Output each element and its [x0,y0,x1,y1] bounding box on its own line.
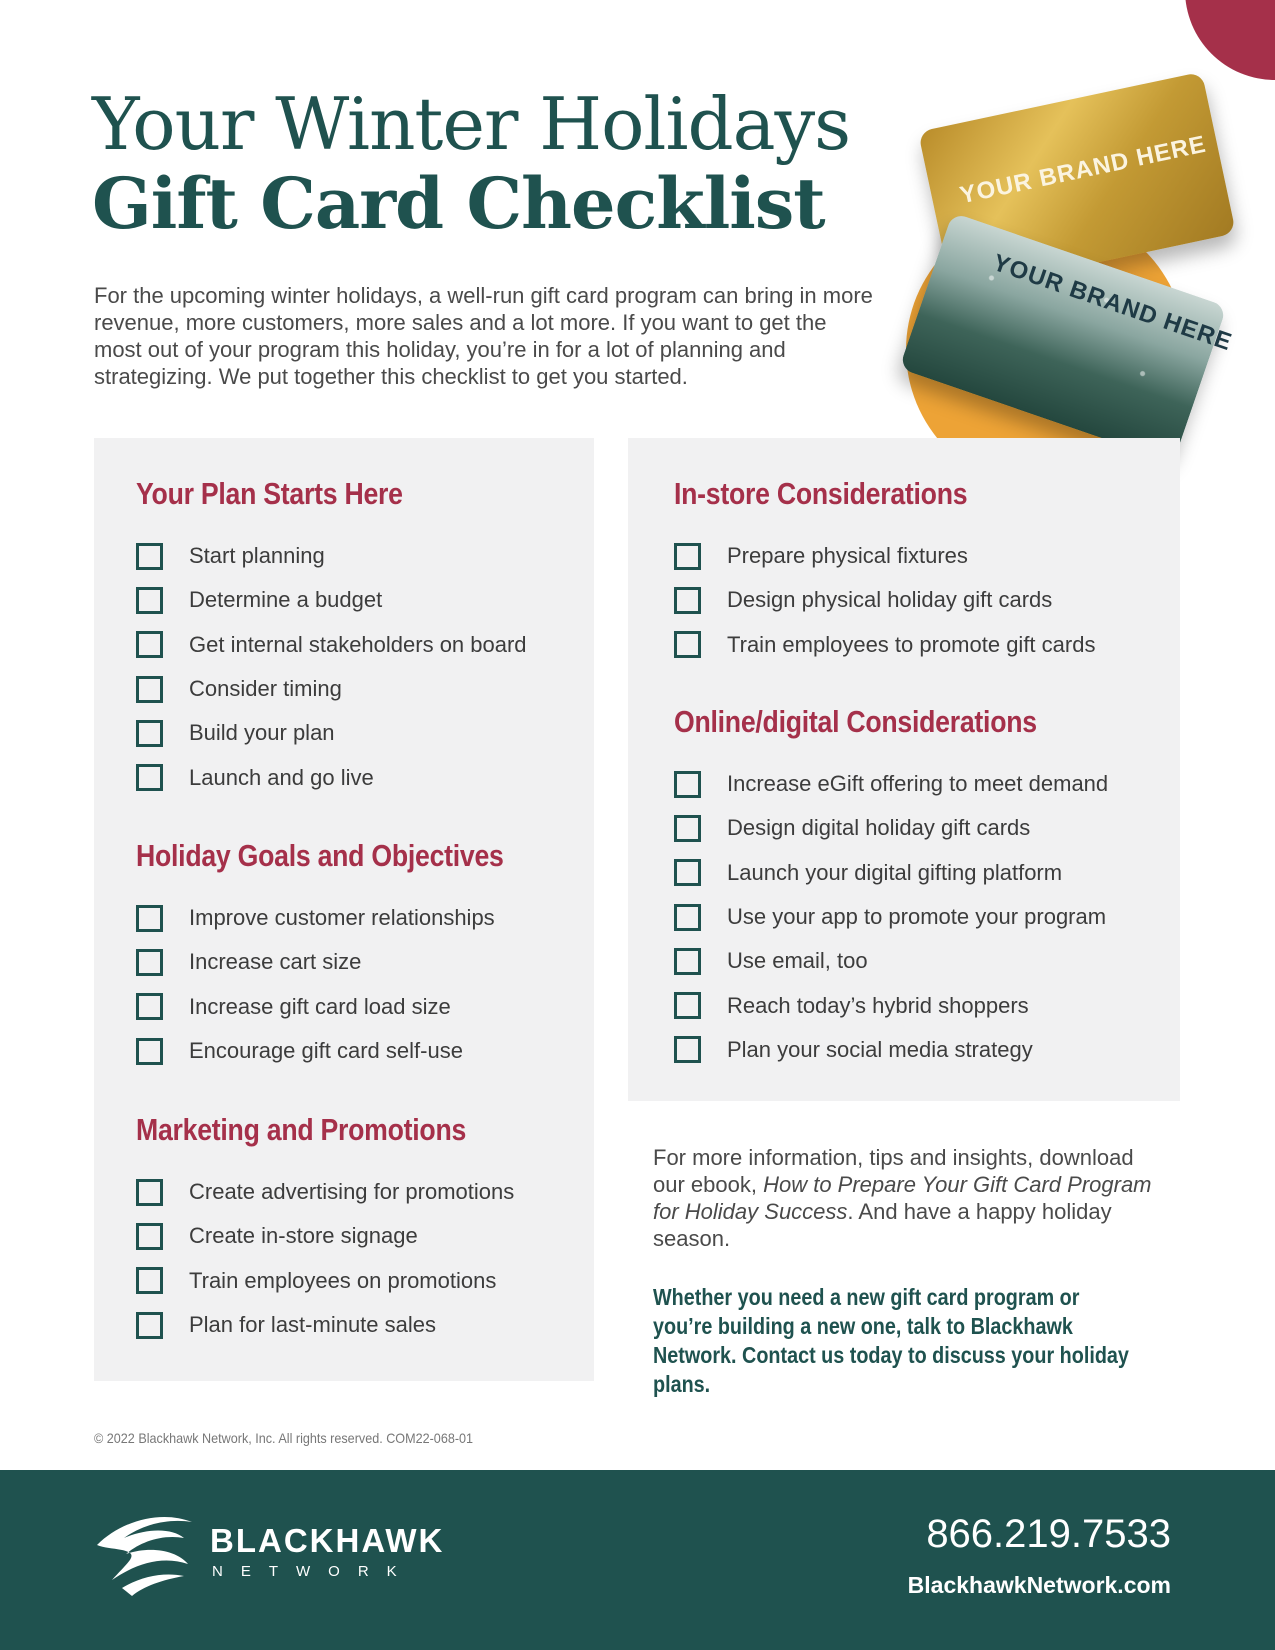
marketing-checklist [136,1170,514,1347]
checklist-item-label: Design physical holiday gift cards [727,587,1053,613]
checkbox[interactable] [136,949,163,976]
checkbox[interactable] [136,764,163,791]
checkbox[interactable] [136,1223,163,1250]
checklist-item [674,762,1108,806]
checklist-item [674,578,1095,622]
checkbox[interactable] [136,587,163,614]
checkbox[interactable] [136,676,163,703]
checkbox[interactable] [136,993,163,1020]
checklist-item-label: Start planning [189,543,325,569]
checklist-item-label: Train employees to promote gift cards [727,631,1096,657]
checklist-item [674,623,1095,667]
gift-card-illustration [900,60,1260,500]
checkbox[interactable] [674,771,701,798]
checkbox[interactable] [136,720,163,747]
checklist-item [674,939,1108,983]
ebook-title: How to Prepare Your Gift Card Program for Holiday Success [653,1172,1152,1224]
logo-subtitle: NETWORK [212,1563,415,1580]
checklist-item-label: Plan for last-minute sales [189,1312,436,1338]
phone-number[interactable]: 866.219.7533 [926,1512,1171,1556]
checklist-item-label: Create advertising for promotions [189,1179,515,1205]
checklist-item [136,1259,514,1303]
checklist-item [136,578,527,622]
checkbox[interactable] [136,543,163,570]
checkbox[interactable] [674,587,701,614]
footer-bar [0,1470,1275,1650]
checklist-item [136,711,527,755]
section-title-goals: Holiday Goals and Objectives [136,838,504,873]
checklist-item [136,623,527,667]
checklist-item [136,1214,514,1258]
checklist-item [674,534,1095,578]
goals-checklist [136,896,495,1073]
checkbox[interactable] [674,543,701,570]
checklist-item-label: Design digital holiday gift cards [727,815,1031,841]
checkbox[interactable] [136,1179,163,1206]
online-checklist [674,762,1108,1072]
checklist-item [136,896,495,940]
checklist-item [674,806,1108,850]
checkbox[interactable] [674,631,701,658]
section-title-plan: Your Plan Starts Here [136,476,403,511]
checkbox[interactable] [136,631,163,658]
checklist-item [136,1029,495,1073]
more-info-prefix: For more information, tips and insights, download our ebook, [653,1145,1134,1197]
checklist-item [674,851,1108,895]
blackhawk-bird-icon [92,1510,202,1600]
checklist-item [136,1170,514,1214]
checklist-item-label: Use your app to promote your program [727,904,1107,930]
checklist-item-label: Use email, too [727,948,868,974]
checklist-item-label: Increase eGift offering to meet demand [727,771,1109,797]
checklist-item-label: Increase cart size [189,949,362,975]
title-line-1: Your Winter Holidays [92,82,851,166]
checklist-item [136,667,527,711]
checkbox[interactable] [136,1038,163,1065]
plan-checklist [136,534,527,800]
checklist-item-label: Build your plan [189,720,335,746]
checklist-item-label: Launch and go live [189,764,374,790]
copyright-notice: © 2022 Blackhawk Network, Inc. All rights reserved. COM22-068-01 [94,1430,474,1446]
more-info-suffix: . And have a happy holiday season. [653,1199,1112,1251]
gold-card-brand-text: YOUR BRAND HERE [957,130,1209,210]
checklist-item-label: Get internal stakeholders on board [189,631,527,657]
checkbox[interactable] [674,904,701,931]
checkbox[interactable] [136,1267,163,1294]
checklist-item-label: Create in-store signage [189,1223,418,1249]
title-line-2: Gift Card Checklist [92,162,825,245]
call-to-action: Whether you need a new gift card program or you’re building a new one, talk to Blackhawk Network. Contact us today to discuss your holiday plans. [653,1284,1129,1397]
checklist-item [136,755,527,799]
left-checklist-panel [94,438,594,1381]
more-info-paragraph [653,1144,1153,1252]
checklist-item-label: Prepare physical fixtures [727,543,968,569]
checkbox[interactable] [674,859,701,886]
section-title-marketing: Marketing and Promotions [136,1112,467,1147]
checklist-item [136,1303,514,1347]
checklist-item-label: Determine a budget [189,587,383,613]
section-title-instore: In-store Considerations [674,476,968,511]
checklist-item [136,940,495,984]
logo-wordmark: BLACKHAWK [210,1522,445,1559]
website-link[interactable]: BlackhawkNetwork.com [907,1572,1171,1598]
checklist-item-label: Train employees on promotions [189,1267,497,1293]
checklist-item-label: Launch your digital gifting platform [727,859,1063,885]
intro-paragraph: For the upcoming winter holidays, a well-run gift card program can bring in more revenue, more customers, more sales and a lot more. If you want to get the most out of your program this holiday, you’re in for a lot of planning and strategizing. We put together this checklist to get you started. [94,283,873,389]
checklist-item-label: Plan your social media strategy [727,1036,1033,1062]
checkbox[interactable] [674,1036,701,1063]
checklist-item [136,534,527,578]
checkbox[interactable] [674,948,701,975]
checklist-item [674,895,1108,939]
checklist-item [674,983,1108,1027]
checklist-item [136,985,495,1029]
instore-checklist [674,534,1095,667]
checklist-item-label: Increase gift card load size [189,993,451,1019]
checklist-item-label: Encourage gift card self-use [189,1038,463,1064]
checkbox[interactable] [674,992,701,1019]
checkbox[interactable] [674,815,701,842]
checklist-item [674,1028,1108,1072]
checklist-item-label: Improve customer relationships [189,905,495,931]
forest-card-brand-text: YOUR BRAND HERE [989,249,1236,357]
checkbox[interactable] [136,1312,163,1339]
checklist-item-label: Reach today’s hybrid shoppers [727,992,1029,1018]
section-title-online: Online/digital Considerations [674,704,1037,739]
checkbox[interactable] [136,905,163,932]
checklist-item-label: Consider timing [189,676,342,702]
right-checklist-panel [628,438,1180,1101]
